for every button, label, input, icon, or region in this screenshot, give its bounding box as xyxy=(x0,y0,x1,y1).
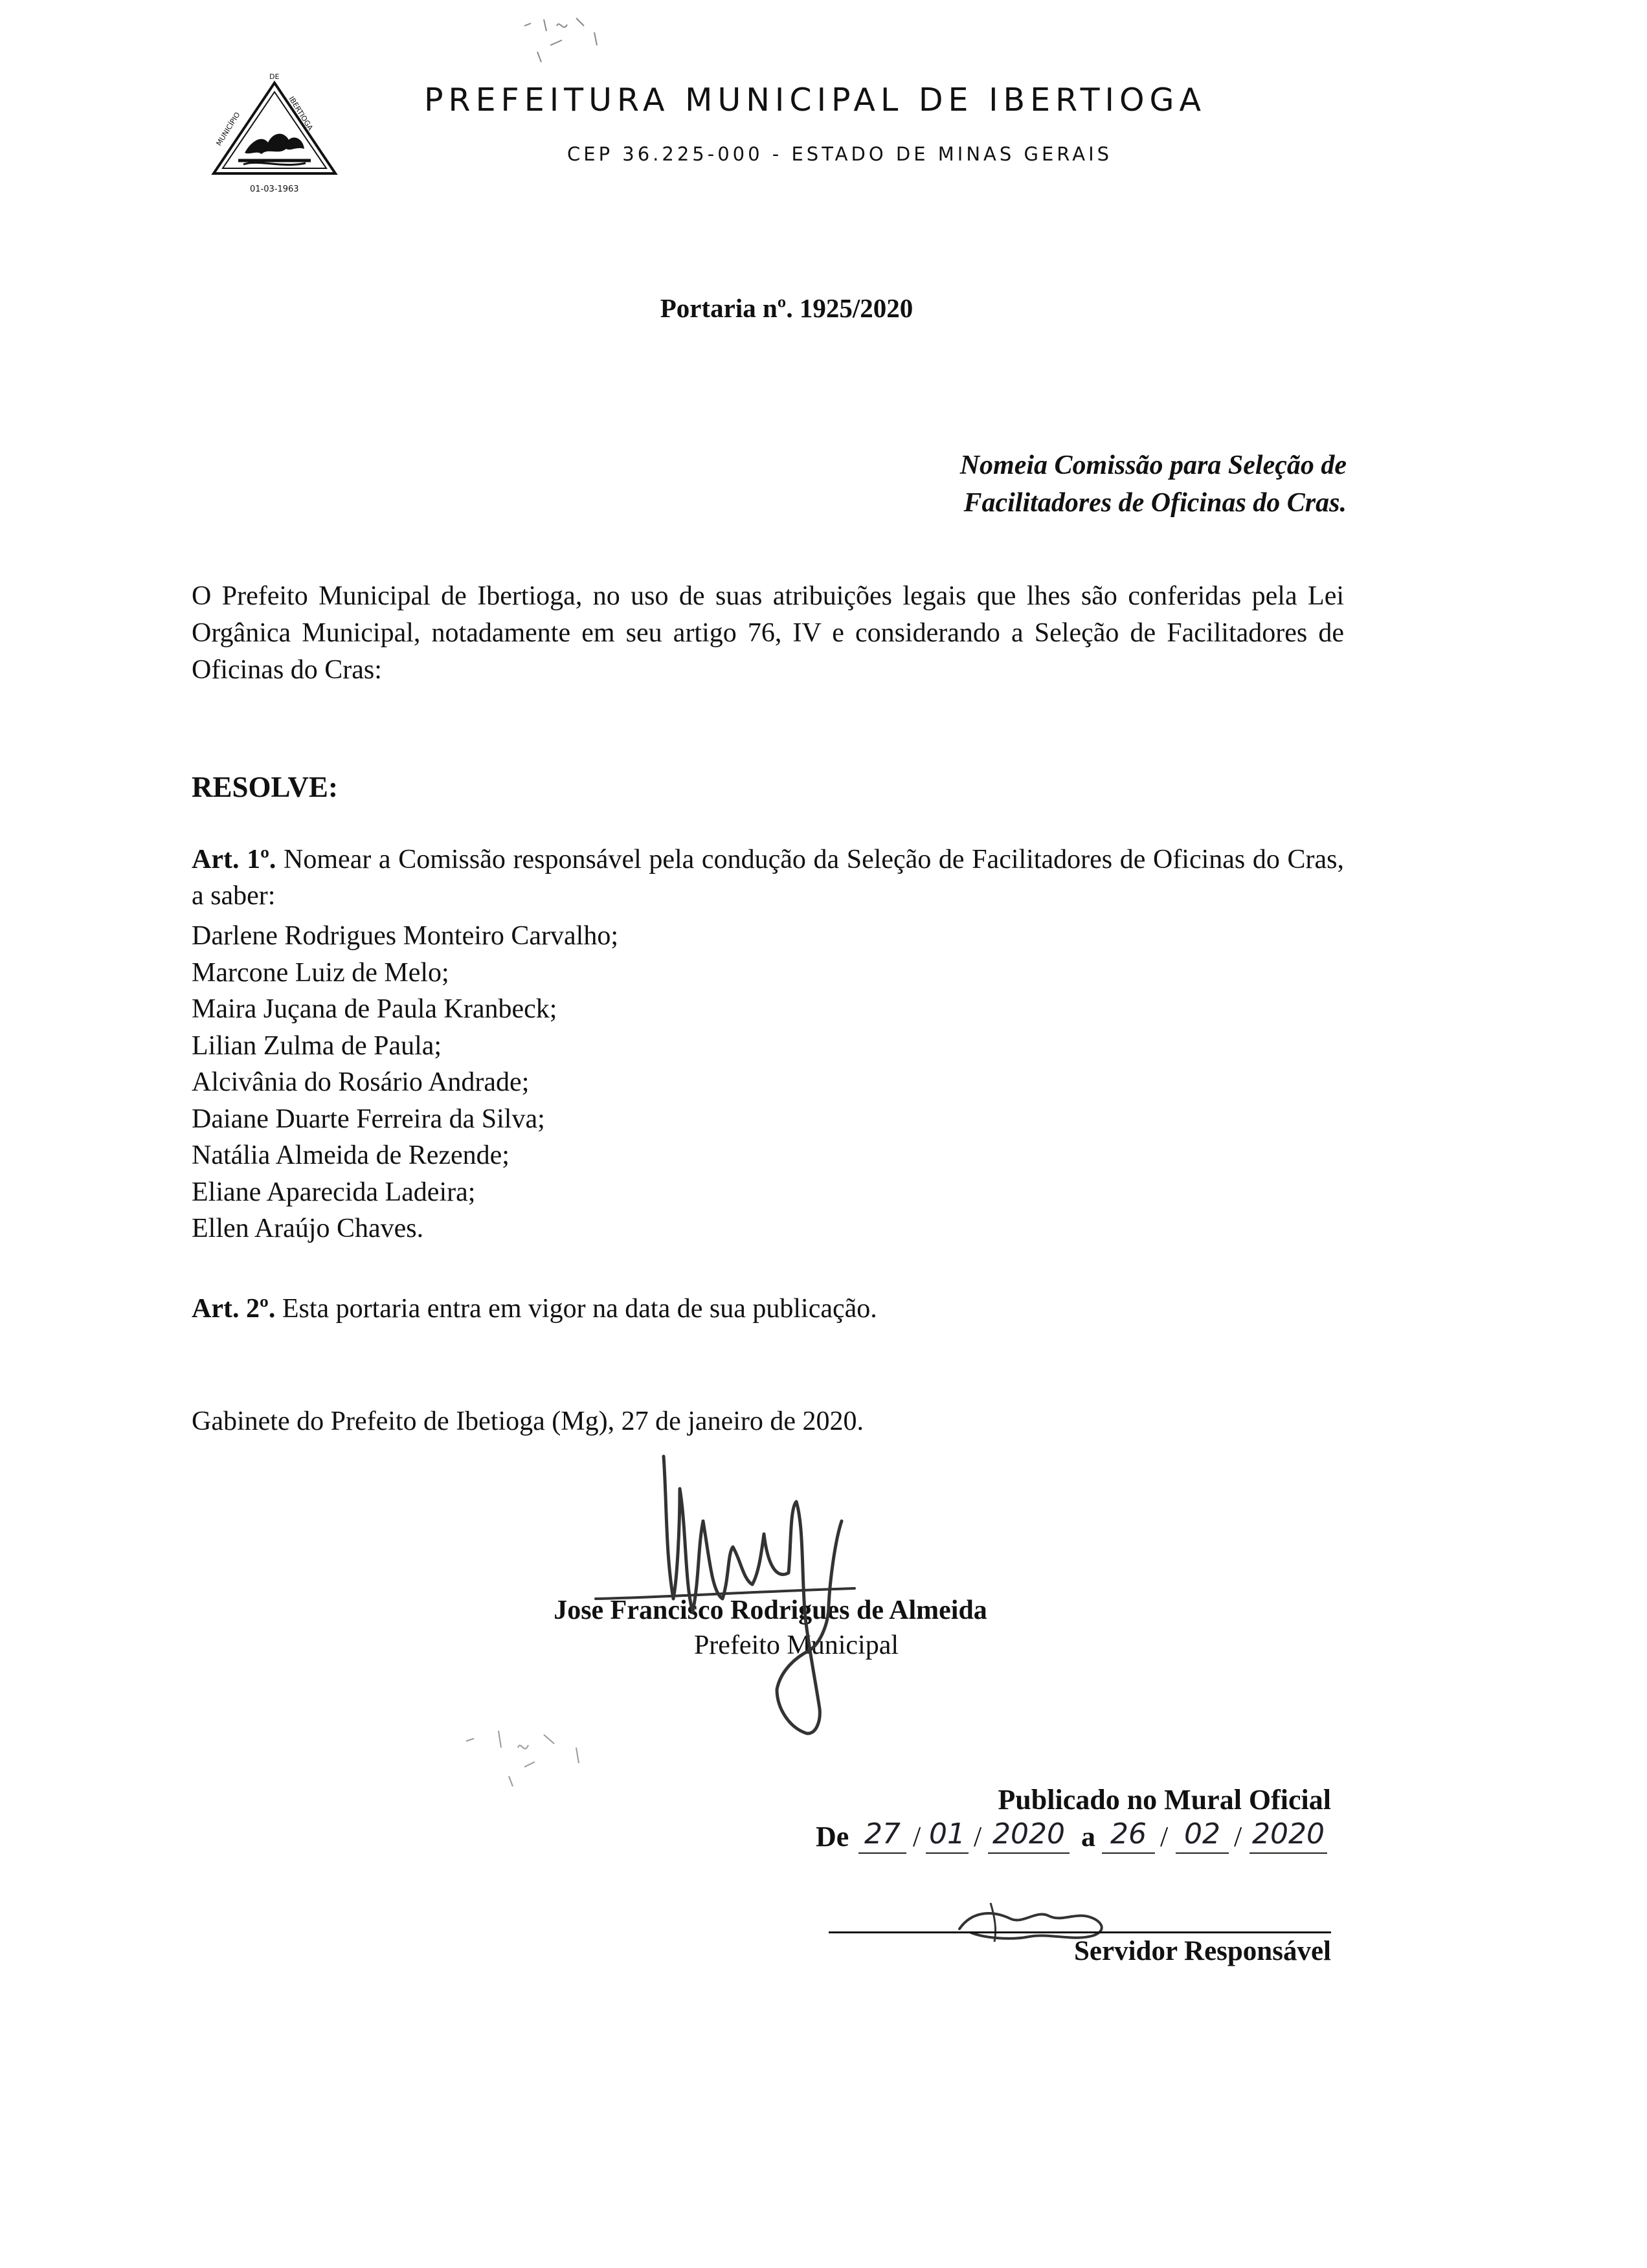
signer-name: Jose Francisco Rodrigues de Almeida xyxy=(554,1595,987,1625)
to-day: 26 xyxy=(1102,1816,1155,1854)
list-item: Marcone Luiz de Melo; xyxy=(192,957,449,988)
letterhead-title: PREFEITURA MUNICIPAL DE IBERTIOGA xyxy=(424,82,1207,118)
date-separator: / xyxy=(974,1821,982,1852)
article-1-text: Nomear a Comissão responsável pela condução da Seleção de Facilitadores de Oficinas do Cras, a saber: xyxy=(192,845,1344,911)
publication-period xyxy=(816,1820,1334,1859)
list-item: Daiane Duarte Ferreira da Silva; xyxy=(192,1104,545,1134)
mayor-signature-icon xyxy=(583,1450,945,1748)
date-separator: / xyxy=(913,1821,921,1852)
seal-date: 01-03-1963 xyxy=(250,184,299,194)
list-item: Alcivânia do Rosário Andrade; xyxy=(192,1067,530,1097)
committee-member-list xyxy=(192,918,969,1247)
article-2-text: Esta portaria entra em vigor na data de sua publicação. xyxy=(275,1294,877,1324)
list-item: Maira Juçana de Paula Kranbeck; xyxy=(192,994,557,1024)
dateline: Gabinete do Prefeito de Ibetioga (Mg), 27 de janeiro de 2020. xyxy=(192,1406,864,1436)
article-2 xyxy=(192,1293,1344,1324)
municipal-seal-icon xyxy=(206,70,343,197)
article-2-label: Art. 2º. xyxy=(192,1294,276,1324)
to-month: 02 xyxy=(1176,1816,1229,1854)
letterhead-subtitle: CEP 36.225-000 - ESTADO DE MINAS GERAIS xyxy=(567,143,1113,165)
list-item: Lilian Zulma de Paula; xyxy=(192,1030,442,1061)
list-item: Ellen Araújo Chaves. xyxy=(192,1214,424,1243)
resolve-heading: RESOLVE: xyxy=(192,771,338,803)
article-1-label: Art. 1º. xyxy=(192,845,276,874)
list-item: Darlene Rodrigues Monteiro Carvalho; xyxy=(192,921,618,951)
stamp-mark-icon xyxy=(447,1722,615,1793)
list-item: Natália Almeida de Rezende; xyxy=(192,1140,510,1170)
date-separator: / xyxy=(1160,1821,1169,1852)
from-year: 2020 xyxy=(988,1816,1070,1854)
seal-right-text: IBERTIOGA xyxy=(287,94,315,132)
signature-line xyxy=(829,1931,1331,1933)
seal-top-text: DE xyxy=(269,72,280,81)
from-month: 01 xyxy=(926,1816,969,1854)
portaria-title: Portaria nº. 1925/2020 xyxy=(660,293,913,323)
ementa-line-2: Facilitadores de Oficinas do Cras. xyxy=(963,488,1347,518)
stamp-mark-icon xyxy=(511,6,615,71)
ementa-line-1: Nomeia Comissão para Seleção de xyxy=(959,450,1347,480)
seal-left-text: MUNICÍPIO xyxy=(214,111,242,148)
preamble-paragraph: O Prefeito Municipal de Ibertioga, no uso de suas atribuições legais que lhes são conferidas pela Lei Orgânica Municipal, notadamente em seu artigo 76, IV e considerando a Seleção de Facilitadores de Oficinas do Cras: xyxy=(192,581,1344,685)
to-year: 2020 xyxy=(1249,1816,1327,1854)
from-day: 27 xyxy=(858,1816,906,1854)
publication-to-label: a xyxy=(1081,1821,1095,1852)
list-item: Eliane Aparecida Ladeira; xyxy=(192,1177,476,1207)
signer-role: Prefeito Municipal xyxy=(693,1630,899,1660)
servidor-responsavel-label: Servidor Responsável xyxy=(1074,1936,1331,1966)
publication-from-label: De xyxy=(816,1821,849,1852)
ementa xyxy=(647,447,1347,522)
date-separator: / xyxy=(1234,1821,1242,1852)
publication-title: Publicado no Mural Oficial xyxy=(998,1784,1331,1816)
article-1 xyxy=(192,841,1344,914)
